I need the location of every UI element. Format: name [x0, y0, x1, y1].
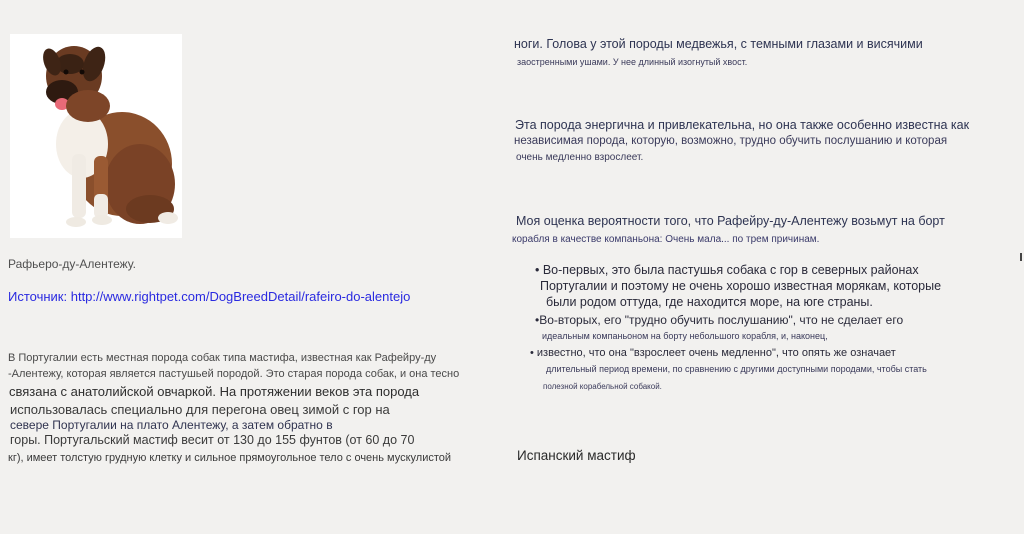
text-line: ноги. Голова у этой породы медвежья, с темными глазами и висячими [514, 37, 923, 51]
text-line: кг), имеет толстую грудную клетку и сильное прямоугольное тело с очень мускулистой [8, 452, 452, 464]
bullet-line: Португалии и поэтому не очень хорошо известная морякам, которые [540, 279, 942, 293]
bullet-line: длительный период времени, по сравнению с другими доступными породами, чтобы стать [546, 364, 927, 374]
text-line: заостренными ушами. У нее длинный изогнутый хвост. [517, 57, 748, 67]
text-line: корабля в качестве компаньона: Очень мала... по трем причинам. [512, 234, 820, 245]
bullet-line: полезной корабельной собакой. [543, 382, 662, 391]
text-line: независимая порода, которую, возможно, трудно обучить послушанию и которая [514, 135, 948, 147]
text-line: Эта порода энергична и привлекательна, но она также особенно известна как [515, 118, 970, 132]
bullet-line: • известно, что она "взрослеет очень медленно", что опять же означает [530, 347, 896, 359]
scroll-marker [1020, 253, 1022, 261]
dog-icon [10, 34, 182, 238]
image-caption: Рафьеро-ду-Алентежу. [8, 257, 136, 271]
bullet-line: •Во-вторых, его "трудно обучить послушанию", что не сделает его [535, 313, 904, 327]
text-line: севере Португалии на плато Алентежу, а затем обратно в [10, 418, 333, 432]
text-line: В Португалии есть местная порода собак типа мастифа, известная как Рафейру-ду [8, 352, 437, 364]
bullet-line: были родом оттуда, где находится море, на юге страны. [546, 295, 873, 309]
section-heading: Испанский мастиф [517, 448, 636, 463]
text-line: Моя оценка вероятности того, что Рафейру-ду-Алентежу возьмут на борт [516, 214, 945, 228]
text-line: -Алентежу, которая является пастушьей породой. Это старая порода собак, и она тесно [8, 368, 460, 380]
text-line: связана с анатолийской овчаркой. На протяжении веков эта порода [9, 384, 420, 399]
bullet-line: • Во-первых, это была пастушья собака с гор в северных районах [535, 263, 919, 277]
text-line: очень медленно взрослеет. [516, 152, 644, 163]
source-link[interactable]: Источник: http://www.rightpet.com/DogBreedDetail/rafeiro-do-alentejo [8, 289, 411, 304]
text-line: использовалась специально для перегона овец зимой с гор на [10, 402, 390, 417]
bullet-line: идеальным компаньоном на борту небольшого корабля, и, наконец, [542, 331, 828, 341]
dog-photo [10, 34, 182, 238]
text-line: горы. Португальский мастиф весит от 130 до 155 фунтов (от 60 до 70 [10, 433, 415, 447]
